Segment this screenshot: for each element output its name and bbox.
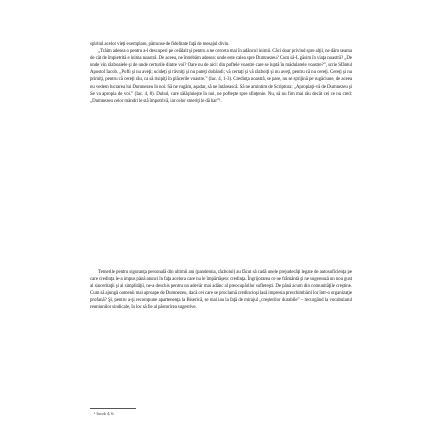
paragraph-continuation: spiritul acelor vieţi exemplare, pătrunse de fidelitate faţă de mesajul divin. (90, 42, 230, 47)
paragraph-body: Temerile pentru siguranţa personală din ultimii ani (pandemia, războiul) au făcut să cadă unele prejudecăţi legate de autosuficienţa pe care credinţa le-a impus până atunci în faţa acelora care nu le împărtăşesc credinţa. Îngrijorarea ce ne frământă şi ne sugerează un nou gust al sinceritaţii şi al simplităţii, ne-a deschis pentru un adevăr mai adânc al preocupărilor sufleteşti. De până acum din comunităţile creştine. Cum să ajungă oamenii mai aproape de Dumnezeu, dacă cei care se proclamă credincioşi lasă impresia preschimbării lor într-o organizaţie profană? Şi, pentru a-şi recompune apartenenţa la Biserică, se mai iau la faţă de mirajul „creşterilor durabile” – recurgând la vocabularul reuniunilor sindicale, în loc să fie al păstorirea sugestive. (90, 270, 352, 311)
paragraph-quote: „Trăim adesea o pentru a-l descoperi pe celălalt şi pentru a ne cerceta mai în adâncul inimii. Căci doar privind spre alţii, ne dăm seama de cât de împietrită e inima noastră. De aceea, ne întrebăm adesea: unde este calea spre Dumnezeu? Cum să-L găsim în viaţa noastră? „De unde vin războaiele şi de unde certurile dintre voi? Oare nu de aici: din poftele voastre care se luptă în mădularele voastre?”, scrie Sfântul Apostol Iacob. „Pofti şi nu aveţi; ucideţi şi râvniţi şi nu puteţi dobândi; vă certaţi şi vă războiţi şi nu aveţi, pentru că nu cereţi. Cereţi şi nu primiţi, pentru că cereţi rău, ca să risipiţi în plăcerile voastre.” (Iac. 4, 1-3). Credinţa noastră, se pare, nu se sprijină pe rugăciune, de aceea nu vedem lucrarea lui Dumnezeu în noi. Să ne rugăm, aşadar, să ne întărească. Să ne amintim de Scriptura: „Apropiaţi-vă de Dumnezeu şi Se va apropia de voi.” (Iac. 4, 8). Duhul, care sălăşluieşte în noi, ne poftеşte spre sfinţenie. Nu, să nu fim mai rău decât cei ce nu cred: „Dumnezeu celor mândri le stă împotrivă, iar celor smeriţi le dă har”¹. (90, 49, 352, 104)
footnote-divider (90, 408, 136, 409)
footnote: ¹ Iacob 4, 6. (94, 411, 115, 416)
text-block-top (90, 41, 352, 105)
text-block-bottom (90, 269, 352, 312)
book-page (90, 41, 352, 439)
